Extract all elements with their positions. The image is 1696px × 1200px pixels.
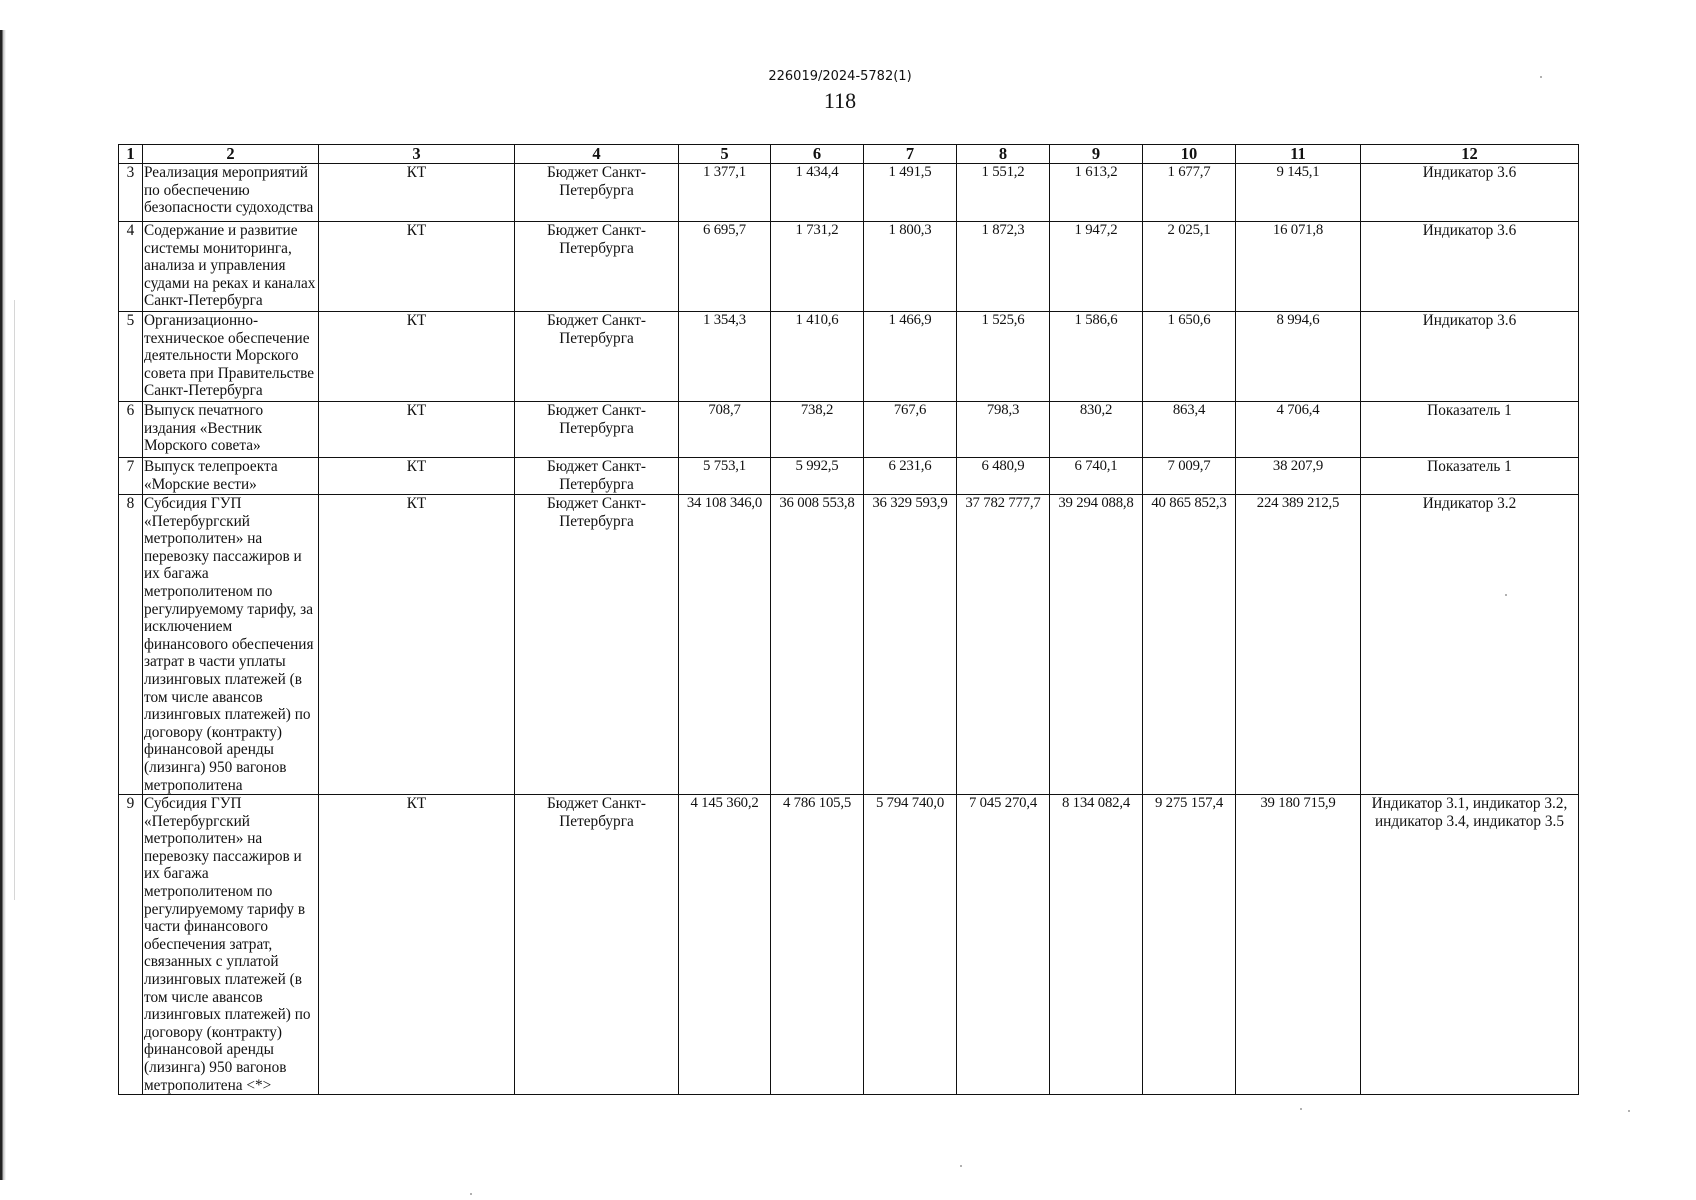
table-row xyxy=(119,164,1579,222)
total-cell: 16 071,8 xyxy=(1236,222,1361,312)
scan-speck xyxy=(1628,1110,1630,1112)
document-id: 226019/2024-5782(1) xyxy=(768,69,912,84)
value-cell: 1 491,5 xyxy=(864,164,957,222)
row-number: 6 xyxy=(119,402,143,458)
value-cell: 7 045 270,4 xyxy=(957,795,1050,1095)
table-row xyxy=(119,222,1579,312)
table-row xyxy=(119,458,1579,495)
value-cell: 36 329 593,9 xyxy=(864,495,957,795)
value-cell: 767,6 xyxy=(864,402,957,458)
value-cell: 4 786 105,5 xyxy=(771,795,864,1095)
table-row xyxy=(119,795,1579,1095)
value-cell: 9 275 157,4 xyxy=(1143,795,1236,1095)
column-header: 2 xyxy=(143,145,319,164)
value-cell: 1 466,9 xyxy=(864,312,957,402)
column-header: 8 xyxy=(957,145,1050,164)
program-events-table xyxy=(118,144,1579,1095)
executor-cell: КТ xyxy=(319,458,515,495)
total-cell: 38 207,9 xyxy=(1236,458,1361,495)
scan-speck xyxy=(470,1193,472,1195)
executor-cell: КТ xyxy=(319,795,515,1095)
event-name: Организационно-техническое обеспечение деятельности Морского совета при Правительстве Санкт-Петербурга xyxy=(143,312,319,402)
value-cell: 5 992,5 xyxy=(771,458,864,495)
value-cell: 1 410,6 xyxy=(771,312,864,402)
page-number: 118 xyxy=(823,88,857,113)
value-cell: 1 650,6 xyxy=(1143,312,1236,402)
row-number: 7 xyxy=(119,458,143,495)
executor-cell: КТ xyxy=(319,495,515,795)
value-cell: 34 108 346,0 xyxy=(679,495,771,795)
column-header: 10 xyxy=(1143,145,1236,164)
value-cell: 40 865 852,3 xyxy=(1143,495,1236,795)
event-name: Содержание и развитие системы мониторинга, анализа и управления судами на реках и каналах Санкт-Петербурга xyxy=(143,222,319,312)
row-number: 4 xyxy=(119,222,143,312)
value-cell: 5 794 740,0 xyxy=(864,795,957,1095)
funding-source-cell: Бюджет Санкт-Петербурга xyxy=(515,164,679,222)
value-cell: 7 009,7 xyxy=(1143,458,1236,495)
value-cell: 1 525,6 xyxy=(957,312,1050,402)
total-cell: 224 389 212,5 xyxy=(1236,495,1361,795)
value-cell: 863,4 xyxy=(1143,402,1236,458)
row-number: 8 xyxy=(119,495,143,795)
value-cell: 1 800,3 xyxy=(864,222,957,312)
value-cell: 738,2 xyxy=(771,402,864,458)
value-cell: 708,7 xyxy=(679,402,771,458)
value-cell: 8 134 082,4 xyxy=(1050,795,1143,1095)
value-cell: 6 480,9 xyxy=(957,458,1050,495)
value-cell: 1 377,1 xyxy=(679,164,771,222)
total-cell: 8 994,6 xyxy=(1236,312,1361,402)
executor-cell: КТ xyxy=(319,312,515,402)
column-header: 7 xyxy=(864,145,957,164)
value-cell: 1 947,2 xyxy=(1050,222,1143,312)
funding-source-cell: Бюджет Санкт-Петербурга xyxy=(515,312,679,402)
scan-edge-line xyxy=(14,300,15,900)
row-number: 5 xyxy=(119,312,143,402)
funding-source-cell: Бюджет Санкт-Петербурга xyxy=(515,222,679,312)
scan-speck xyxy=(960,1165,962,1167)
event-name: Субсидия ГУП «Петербургский метрополитен» на перевозку пассажиров и их багажа метрополитеном по регулируемому тарифу в части финансового обеспечения затрат, связанных с уплатой лизинговых платежей (в том числе авансов лизинговых платежей) по договору (контракту) финансовой аренды (лизинга) 950 вагонов метрополитена <*> xyxy=(143,795,319,1095)
table-row xyxy=(119,402,1579,458)
row-number: 9 xyxy=(119,795,143,1095)
scan-speck xyxy=(1505,594,1507,596)
value-cell: 1 872,3 xyxy=(957,222,1050,312)
scan-speck xyxy=(1540,76,1542,78)
value-cell: 6 695,7 xyxy=(679,222,771,312)
column-header: 6 xyxy=(771,145,864,164)
value-cell: 830,2 xyxy=(1050,402,1143,458)
funding-source-cell: Бюджет Санкт-Петербурга xyxy=(515,458,679,495)
value-cell: 1 731,2 xyxy=(771,222,864,312)
column-header: 3 xyxy=(319,145,515,164)
column-header: 5 xyxy=(679,145,771,164)
value-cell: 36 008 553,8 xyxy=(771,495,864,795)
value-cell: 4 145 360,2 xyxy=(679,795,771,1095)
value-cell: 1 354,3 xyxy=(679,312,771,402)
indicator-cell: Индикатор 3.2 xyxy=(1361,495,1579,795)
column-header: 4 xyxy=(515,145,679,164)
indicator-cell: Индикатор 3.1, индикатор 3.2, индикатор 3.4, индикатор 3.5 xyxy=(1361,795,1579,1095)
event-name: Выпуск печатного издания «Вестник Морского совета» xyxy=(143,402,319,458)
value-cell: 37 782 777,7 xyxy=(957,495,1050,795)
value-cell: 1 613,2 xyxy=(1050,164,1143,222)
table-row xyxy=(119,312,1579,402)
row-number: 3 xyxy=(119,164,143,222)
indicator-cell: Индикатор 3.6 xyxy=(1361,164,1579,222)
indicator-cell: Индикатор 3.6 xyxy=(1361,312,1579,402)
executor-cell: КТ xyxy=(319,164,515,222)
scan-edge-shadow xyxy=(0,30,6,1180)
column-header: 1 xyxy=(119,145,143,164)
column-header: 11 xyxy=(1236,145,1361,164)
funding-source-cell: Бюджет Санкт-Петербурга xyxy=(515,795,679,1095)
value-cell: 5 753,1 xyxy=(679,458,771,495)
value-cell: 798,3 xyxy=(957,402,1050,458)
value-cell: 39 294 088,8 xyxy=(1050,495,1143,795)
value-cell: 1 434,4 xyxy=(771,164,864,222)
column-header: 12 xyxy=(1361,145,1579,164)
executor-cell: КТ xyxy=(319,402,515,458)
value-cell: 1 586,6 xyxy=(1050,312,1143,402)
total-cell: 39 180 715,9 xyxy=(1236,795,1361,1095)
indicator-cell: Показатель 1 xyxy=(1361,458,1579,495)
value-cell: 1 551,2 xyxy=(957,164,1050,222)
column-header: 9 xyxy=(1050,145,1143,164)
scan-speck xyxy=(1300,1108,1302,1110)
table-header-row xyxy=(119,145,1579,164)
event-name: Субсидия ГУП «Петербургский метрополитен» на перевозку пассажиров и их багажа метрополитеном по регулируемому тарифу, за исключением финансового обеспечения затрат в части уплаты лизинговых платежей (в том числе авансов лизинговых платежей) по договору (контракту) финансовой аренды (лизинга) 950 вагонов метрополитена xyxy=(143,495,319,795)
event-name: Реализация мероприятий по обеспечению безопасности судоходства xyxy=(143,164,319,222)
indicator-cell: Индикатор 3.6 xyxy=(1361,222,1579,312)
funding-source-cell: Бюджет Санкт-Петербурга xyxy=(515,495,679,795)
event-name: Выпуск телепроекта «Морские вести» xyxy=(143,458,319,495)
value-cell: 6 740,1 xyxy=(1050,458,1143,495)
total-cell: 4 706,4 xyxy=(1236,402,1361,458)
funding-source-cell: Бюджет Санкт-Петербурга xyxy=(515,402,679,458)
value-cell: 6 231,6 xyxy=(864,458,957,495)
indicator-cell: Показатель 1 xyxy=(1361,402,1579,458)
value-cell: 2 025,1 xyxy=(1143,222,1236,312)
table-row xyxy=(119,495,1579,795)
total-cell: 9 145,1 xyxy=(1236,164,1361,222)
value-cell: 1 677,7 xyxy=(1143,164,1236,222)
executor-cell: КТ xyxy=(319,222,515,312)
